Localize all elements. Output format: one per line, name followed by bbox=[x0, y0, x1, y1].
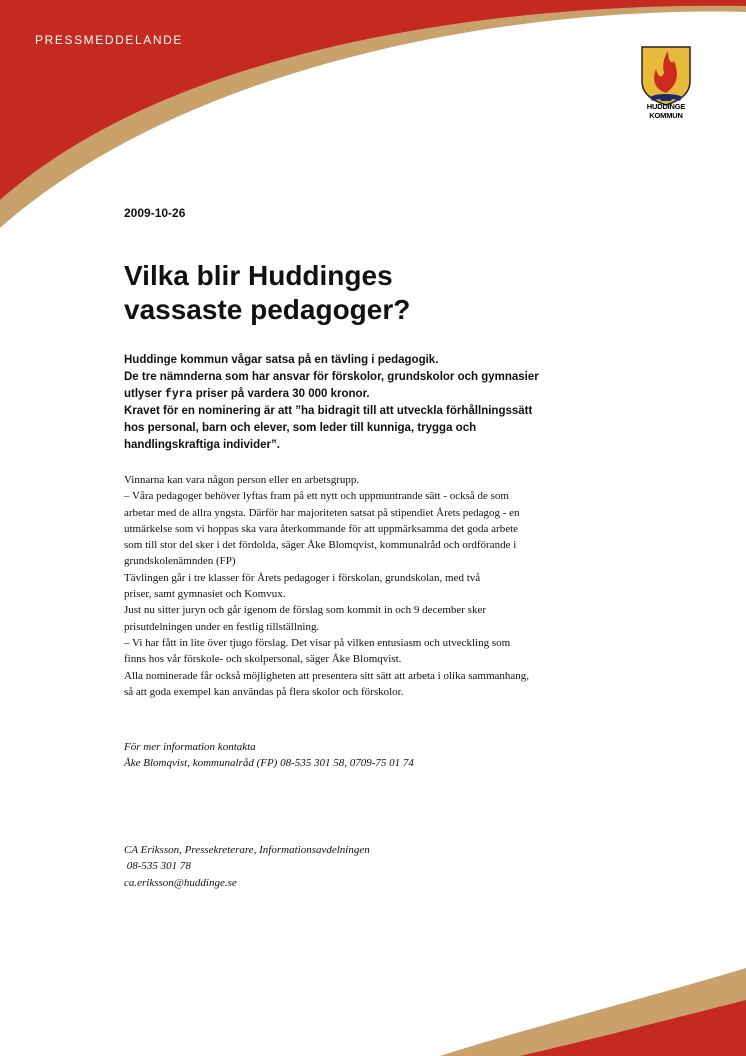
body-line: grundskolenämnden (FP) bbox=[124, 555, 236, 568]
body-line: som till stor del sker i det fördolda, säger Åke Blomqvist, kommunalråd och ordförande i bbox=[124, 539, 517, 552]
body-line: Alla nominerade får också möjligheten att presentera sitt sätt att arbeta i olika sammanhang, bbox=[124, 669, 530, 682]
body-line: – Våra pedagoger behöver lyftas fram på ett nytt och uppmuntrande sätt - också de som bbox=[124, 490, 509, 503]
signature-block bbox=[124, 842, 604, 891]
body-line: Tävlingen går i tre klasser för Årets pedagoger i förskolan, grundskolan, med två bbox=[124, 571, 481, 584]
body-line: Just nu sitter juryn och går igenom de förslag som kommit in och 9 december sker bbox=[124, 604, 487, 617]
body-line: Vinnarna kan vara någon person eller en arbetsgrupp. bbox=[124, 474, 360, 486]
body-text bbox=[124, 472, 604, 700]
logo-wordmark bbox=[628, 103, 704, 120]
contact-info bbox=[124, 739, 604, 772]
body-line: finns hos vår förskole- och skolpersonal, säger Åke Blomqvist. bbox=[124, 653, 402, 666]
page-title bbox=[124, 259, 604, 327]
lead-line: De tre nämnderna som har ansvar för förskolor, grundskolor och gymnasier bbox=[124, 371, 539, 383]
lead-line: hos personal, barn och elever, som leder till kunniga, trygga och bbox=[124, 422, 477, 434]
contact-line-2: Åke Blomqvist, kommunalråd (FP) 08-535 301 58, 0709-75 01 74 bbox=[124, 757, 414, 770]
lead-line-3-post: priser på vardera 30 000 kronor. bbox=[192, 388, 370, 400]
title-line-1: Vilka blir Huddinges bbox=[124, 260, 393, 291]
body-line: – Vi har fått in lite över tjugo förslag. Det visar på vilken entusiasm och utveckling som bbox=[124, 636, 511, 649]
lead-line: Huddinge kommun vågar satsa på en tävling i pedagogik. bbox=[124, 354, 439, 366]
logo-line-2: KOMMUN bbox=[649, 110, 683, 120]
lead-line-3-mono: fyra bbox=[164, 388, 193, 401]
logo-line-1: HUDDINGE bbox=[646, 102, 686, 111]
lead-paragraph bbox=[124, 352, 604, 454]
signature-name: CA Eriksson, Pressekreterare, Informationsavdelningen bbox=[124, 844, 370, 856]
body-line: utmärkelse som vi hoppas ska vara återkommande för att uppmärksamma det goda arbete bbox=[124, 522, 519, 535]
body-line: så att goda exempel kan användas på flera skolor och förskolor. bbox=[124, 685, 404, 698]
lead-line bbox=[124, 386, 604, 403]
release-date: 2009-10-26 bbox=[124, 206, 186, 220]
header-label: PRESSMEDDELANDE bbox=[35, 33, 184, 47]
body-line: arbetar med de allra yngsta. Därför har majoriteten satsat på stipendiet Årets pedagog - en bbox=[124, 506, 520, 519]
title-line-2: vassaste pedagoger? bbox=[124, 294, 411, 325]
contact-line-1: För mer information kontakta bbox=[124, 741, 256, 753]
lead-line-3-pre: utlyser bbox=[124, 388, 165, 400]
body-line: prisutdelningen under en festlig tillställning. bbox=[124, 620, 320, 633]
red-swoosh-top bbox=[0, 0, 746, 200]
body-line: priser, samt gymnasiet och Komvux. bbox=[124, 588, 286, 601]
lead-line: handlingskraftiga individer”. bbox=[124, 439, 280, 451]
signature-email: ca.eriksson@huddinge.se bbox=[124, 876, 237, 889]
signature-phone: 08-535 301 78 bbox=[124, 860, 191, 873]
lead-line: Kravet för en nominering är att ”ha bidragit till att utveckla förhållningssätt bbox=[124, 405, 533, 417]
